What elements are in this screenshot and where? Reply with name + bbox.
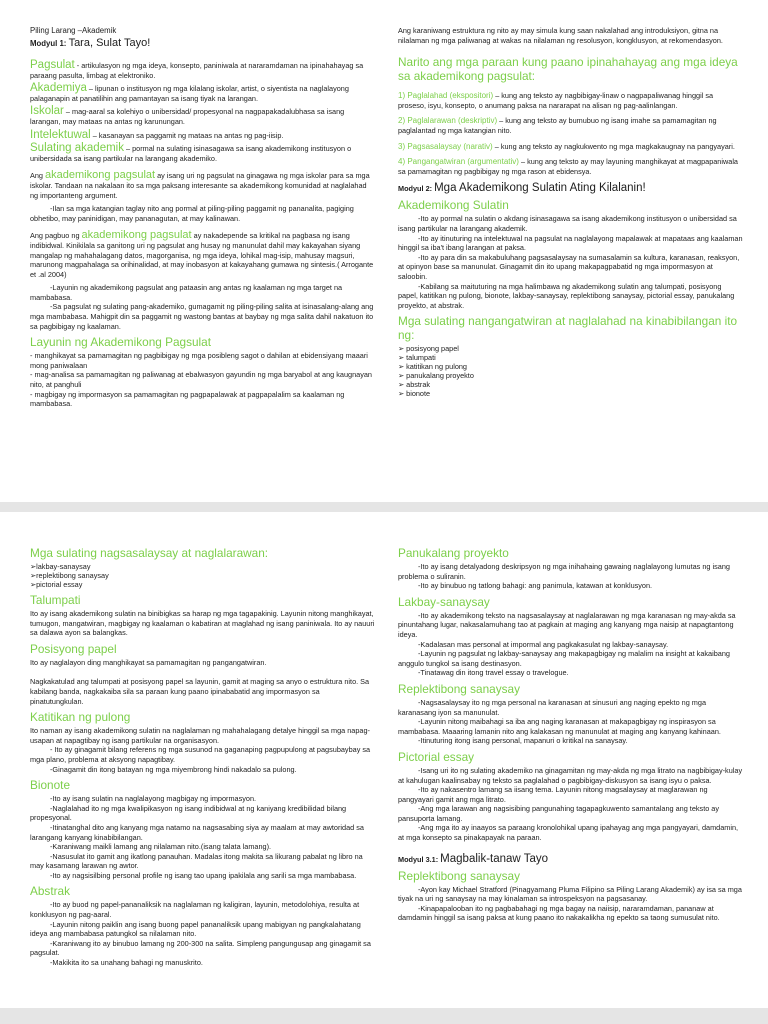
- text: – kung ang teksto ay nagbibigay-linaw o nagpapaliwanag hinggil sa proseso, isyu, konsepto, o anumang paksa na nararapat na alisan ng pag-aalinlangan.: [398, 91, 714, 110]
- list-item: ➢ abstrak: [398, 380, 431, 390]
- term-sulating-akademik: Sulating akademik: [30, 142, 124, 155]
- module1-code: Modyul 1:: [30, 39, 67, 48]
- heading-replektibong-sanaysay-2: Replektibong sanaysay: [398, 868, 520, 883]
- heading-posisyong-papel: Posisyong papel: [30, 641, 117, 656]
- paragraph-layunin-note: -Layunin ng akademikong pagsulat ang pataasin ang antas ng kaalaman ng mga target na mambabasa.: [30, 283, 343, 302]
- module2-code: Modyul 2:: [398, 184, 433, 194]
- definition-text: – lipunan o institusyon ng mga kilalang iskolar, artist, o siyentista na naglalayong palaganapin at panatilihin ang pamantayan sa isang tiyak na larangan.: [30, 84, 349, 103]
- paragraph-akademikong-pagsulat: [30, 171, 375, 200]
- definition-text: - artikulasyon ng mga ideya, konsepto, paniniwala at nararamdaman na ipinahahayag sa paraang pasulta, limbag at elektroniko.: [30, 61, 364, 80]
- akademikong-sulatin-para: -Ito ay pormal na sulatin o akdang isinasagawa sa isang akademikong institusyon o unibersidad sa isang partikular na larangang akademik.: [398, 214, 737, 233]
- bionote-para: -Karaniwang maikli lamang ang nilalaman nito.(isang talata lamang).: [50, 842, 272, 852]
- module31-title: [398, 853, 743, 865]
- heading-mga-sulating-nangangatwiran: Mga sulating nangangatwiran at naglalahad na kinabibilangan ito ng:: [398, 314, 738, 343]
- lakbay-para: -Layunin ng pagsulat ng lakbay-sanaysay ang makapagbigay ng malalim na insight at kakaibang anggulo tungkol sa isang destinasyon.: [398, 649, 730, 668]
- paraan-ekspositori: [398, 91, 743, 110]
- text: ay isang uri ng pagsulat na ginagawa ng mga iskolar para sa mga iskolar. Tandaan na nakalaan ito sa mga paksang interesante sa akademikong komunidad at naglalahad ng importanteng argument.: [30, 171, 370, 200]
- module1-title-text: Tara, Sulat Tayo!: [68, 37, 151, 49]
- module2-title: [398, 182, 743, 194]
- katitikan-text: -Ginagamit din itong batayan ng mga miyembrong hindi nakadalo sa pulong.: [50, 764, 297, 774]
- definition-text: – pormal na sulating isinasagawa sa isang akademikong institusyon o unibersidada sa isang partikular na larangang akademiko.: [30, 144, 352, 163]
- module1-title: [30, 38, 375, 49]
- term-iskolar: Iskolar: [30, 105, 64, 118]
- replektibo2-para: -Ayon kay Michael Stratford (Pinagyamang Pluma Filipino sa Piling Larang Akademik) ay isa sa mga tiyak na uri ng sanaysay na may kinalaman sa introspeksyon na pagsasanay.: [398, 884, 742, 904]
- heading-talumpati: Talumpati: [30, 593, 81, 607]
- definition-akademiya: [30, 84, 375, 103]
- module2-title-text: Mga Akademikong Sulatin Ating Kilalanin!: [434, 182, 646, 195]
- definition-text: – mag-aaral sa kolehiyo o unibersidad/ propesyonal na nagpapakadalubhasa sa isang larangan, may mataas na antas ng karunungan.: [30, 107, 345, 126]
- heading-replektibong-sanaysay: Replektibong sanaysay: [398, 681, 520, 696]
- lakbay-para: -Ito ay akademikong teksto na nagsasalaysay at naglalarawan ng mga karanasan ng may-akda sa pinuntahang lugar, nakasalamuhang tao at pagkain at maging ang kanyang mga naisip at napagtantong ideya.: [398, 610, 736, 639]
- abstrak-para: -Karaniwang ito ay binubuo lamang ng 200-300 na salita. Simpleng pangungusap ang ginagamit sa pagsulat.: [30, 938, 371, 958]
- term-paraan: 1) Paglalahad (ekspositori): [398, 91, 494, 101]
- page2-right-column: [398, 546, 743, 927]
- paragraph-pang-akademiko: -Sa pagsulat ng sulating pang-akademiko, gumagamit ng piling-piling salita at isinasalang-alang ang mga mambabasa. Mahigpit din sa paggamit ng wastong bantas at baybay ng mga salita dahil nakatuon ito sa pagbibigay ng kaalaman.: [30, 302, 374, 331]
- pictorial-para: -Ang mga ito ay inaayos sa paraang kronolohikal upang ipahayag ang mga pangyayari, damdamin, at mga konsepto sa pinakapayak na paraan.: [398, 823, 739, 843]
- posisyong-text: Ito ay naglalayon ding manghikayat sa pamamagitan ng pangangatwiran.: [30, 657, 267, 667]
- paraan-argumentativ: [398, 157, 743, 176]
- replektibo-para: -Nagsasalaysay ito ng mga personal na karanasan at sinusuri ang naging epekto ng mga karanasang iyon sa manunulat.: [398, 697, 707, 717]
- term-pagsulat: Pagsulat: [30, 59, 75, 71]
- heading-layunin: Layunin ng Akademikong Pagsulat: [30, 335, 212, 350]
- nagsasalaysay-list: [30, 562, 375, 589]
- text: Ang: [30, 171, 46, 181]
- list-item: ➢ posisyong papel: [398, 344, 459, 354]
- abstrak-para: -Makikita ito sa unahang bahagi ng manuskrito.: [50, 958, 203, 968]
- bionote-para: -Itinatanghal dito ang kanyang mga natamo na nagsasabing siya ay maalam at may awtoridad sa larangang kanyang kinabibilangan.: [30, 822, 364, 842]
- definition-text: – kasanayan sa paggamit ng mataas na antas ng pag-iisip.: [90, 130, 284, 140]
- paragraph-pagbuo: [30, 231, 375, 279]
- heading-nagsasalaysay: Mga sulating nagsasalaysay at naglalarawan:: [30, 546, 269, 560]
- heading-akademikong-sulatin: Akademikong Sulatin: [398, 198, 509, 213]
- document-page-2: [0, 512, 768, 1008]
- lakbay-para: -Kadalasan mas personal at impormal ang pagkakasulat ng lakbay-sanaysay.: [418, 639, 669, 649]
- list-item: ➢ panukalang proyekto: [398, 371, 474, 381]
- heading-pictorial-essay: Pictorial essay: [398, 749, 475, 764]
- pictorial-para: -Isang uri ito ng sulating akademiko na ginagamitan ng may-akda ng mga litrato na nagbibigay-kulay at kahulugan kaalinsabay ng teksto sa paglalahad o pagbibigay-diskusyon sa isang isyu o paksa.: [398, 765, 743, 785]
- heading-bionote: Bionote: [30, 778, 71, 793]
- bionote-para: -Ito ay isang sulatin na naglalayong magbigay ng impormasyon.: [50, 794, 257, 804]
- definition-sulating-akademik: [30, 144, 375, 163]
- term-intelektuwal: Intelektuwal: [30, 128, 91, 141]
- paraan-deskriptiv: [398, 116, 743, 135]
- text: – kung ang teksto ay may layuning manghikayat at magpapaniwala sa pamamagitan ng pagbibigay ng mga rason at ebidensya.: [398, 157, 738, 176]
- term-akademiya: Akademiya: [30, 82, 87, 95]
- course-header: Piling Larang –Akademik: [30, 26, 117, 35]
- replektibo2-para: -Kinapapalooban ito ng pagbabahagi ng mga bagay na naiisip, nararamdaman, pananaw at damdamin hinggil sa isang paksa at kung paano ito nakakalikha ng epekto sa taong sumusulat nito.: [398, 903, 720, 923]
- definition-intelektuwal: [30, 128, 375, 141]
- list-item: ➢replektibong sanaysay: [30, 571, 109, 580]
- panukalang-text: -Ito ay binubuo ng tatlong bahagi: ang panimula, katawan at konklusyon.: [418, 581, 653, 591]
- abstrak-para: -Ito ay buod ng papel-pananaliksik na naglalaman ng kaligiran, layunin, metodolohiya, resulta at konklusyon ng pag-aaral.: [30, 900, 360, 920]
- term-akademikong-pagsulat: akademikong pagsulat: [45, 169, 156, 182]
- pictorial-para: -Ito ay nakasentro lamang sa iisang tema. Layunin nitong magsalaysay at maglarawan ng pangyayari gamit ang mga litrato.: [398, 785, 708, 804]
- heading-lakbay-sanaysay: Lakbay-sanaysay: [398, 594, 490, 609]
- term-paraan: 2) Paglalarawan (deskriptiv): [398, 116, 498, 126]
- heading-katitikan: Katitikan ng pulong: [30, 710, 131, 725]
- document-page-1: [0, 0, 768, 502]
- replektibo-para: -Itinuturing itong isang personal, mapanuri o kritikal na sanaysay.: [418, 736, 628, 746]
- layunin-item: - manghikayat sa pamamagitan ng pagbibigay ng mga posibleng sagot o dahilan at ebidensiyang maaari mong paniwalaan: [30, 351, 368, 370]
- module31-title-text: Magbalik-tanaw Tayo: [440, 852, 548, 865]
- term-paraan: 4) Pangangatwiran (argumentativ): [398, 157, 519, 167]
- akademikong-sulatin-para: -Ito ay itinuturing na intelektuwal na pagsulat na naglalayong mapalawak at mapataas ang kaalaman hinggil sa iba't ibang larangan at paksa.: [398, 233, 743, 253]
- text: – kung ang teksto ay nagkukwento ng mga magkakaugnay na pangyayari.: [492, 141, 735, 151]
- pictorial-para: -Ang mga larawan ang nagsisibing pangunahing tagapagkuwento samantalang ang teksto ay pansuporta lamang.: [398, 804, 720, 823]
- list-item: ➢ bionote: [398, 389, 431, 399]
- heading-abstrak: Abstrak: [30, 884, 70, 899]
- term-paraan: 3) Pagsasalaysay (narativ): [398, 141, 493, 151]
- text: – kung ang teksto ay bumubuo ng isang imahe sa pamamagitan ng paglalantad ng mga katangian nito.: [398, 116, 717, 135]
- list-item: ➢ katitikan ng pulong: [398, 362, 467, 372]
- lakbay-para: -Tinatawag din itong travel essay o travelogue.: [418, 668, 569, 678]
- heading-narito: Narito ang mga paraan kung paano ipinahahayag ang mga ideya sa akademikong pagsulat:: [398, 55, 738, 84]
- heading-panukalang-proyekto: Panukalang proyekto: [398, 546, 509, 560]
- replektibo-para: -Layunin nitong maibahagi sa iba ang naging karanasan at makapagbigay ng inspirasyon sa mambabasa. Maaaring lamanin nito ang kalakasan ng manunulat at maging ang kanyang kahinaan.: [398, 717, 721, 736]
- page1-right-column: [398, 26, 743, 398]
- panukalang-text: -Ito ay isang detalyadong deskripsyon ng mga inihahaing gawaing naglalayong lumutas ng isang problema o suliranin.: [398, 562, 730, 581]
- paragraph-estruktura: Ang karaniwang estruktura ng nito ay may simula kung saan nakalahad ang introduksiyon, gitna na nilalaman ng mga paliwanag at wakas na nilalaman ng resolusyon, kongklusyon, at rekomendasyon.: [398, 26, 723, 45]
- term-akademikong-pagsulat-2: akademikong pagsulat: [81, 229, 192, 242]
- bionote-para: -Nasusulat ito gamit ang ikatlong panauhan. Madalas itong makita sa likurang pabalat ng libro na may kasamang larawan ng awtor.: [30, 851, 363, 871]
- list-item: ➢ talumpati: [398, 353, 436, 363]
- list-item: ➢lakbay-sanaysay: [30, 562, 91, 571]
- page2-left-column: [30, 546, 375, 972]
- paragraph-katangian: -Ilan sa mga katangian taglay nito ang pormal at piling-piling paggamit ng pananalita, pagiging obhetibo, may paninidigan, may pananagutan, at may kalinawan.: [30, 204, 354, 223]
- paraan-narativ: [398, 142, 743, 152]
- katitikan-text: Ito naman ay isang akademikong sulatin na naglalaman ng mahahalagang detalye hinggil sa mga napag-usapan at napagtibay ng isang partikular na organisasyon.: [30, 726, 370, 745]
- definition-iskolar: [30, 107, 375, 126]
- akademikong-sulatin-para: -Ito ay para din sa makabuluhang pagsasalaysay na sumasalamin sa kultura, karanasan, reaksyon, at opinyon base sa manunulat. Ginagamit din ito upang makapagpabatid ng mga impormasyon at saloobin.: [398, 252, 740, 281]
- layunin-item: - magbigay ng impormasyon sa pamamagitan ng pagpapalawak at pagpapalalim sa kaalaman ng mambabasa.: [30, 389, 345, 409]
- text: Ang pagbuo ng: [30, 231, 82, 241]
- talumpati-text: Ito ay isang akademikong sulatin na binibigkas sa harap ng mga tagapakinig. Layunin nitong manghikayat, tumugon, mangatwiran, magbigay ng kaalaman o kabatiran at maglahad ng isang paniniwala. Ito ay nauuri sa dalawa ayon sa balangkas.: [30, 609, 375, 638]
- definition-pagsulat: [30, 61, 375, 80]
- abstrak-para: -Layunin nitong paiklin ang isang buong papel pananaliksik upang mabigyan ng pangkalahatang ideya ang mambabasa patungkol sa nilalaman nito.: [30, 919, 361, 939]
- akademikong-sulatin-para: -Kabilang sa maituturing na mga halimbawa ng akademikong sulatin ang talumpati, posisyong papel, katitikan ng pulong, bionote, lakbay-sanaysay, replektibong sanaysay, pictorial essay, panukalang proyekto, at abstrak.: [398, 281, 735, 310]
- layunin-item: - mag-analisa sa pamamagitan ng paliwanag at ebalwasyon gayundin ng mga baryabol at ang kaugnayan nito, at panghuli: [30, 370, 372, 390]
- list-item: ➢pictorial essay: [30, 580, 83, 589]
- bionote-para: -Ito ay nagsisilbing personal profile ng isang tao upang ipakilala ang sarili sa mga mambabasa.: [50, 870, 357, 880]
- posisyong-text: Nagkakatulad ang talumpati at posisyong papel sa layunin, gamit at maging sa anyo o estruktura nito. Sa kabilang banda, nagkakaiba sila sa paraan kung paano ipinababatid ang impormasyon sa pinatutungkulan.: [30, 677, 370, 706]
- sulatin-list: [398, 344, 743, 398]
- text: ay nakadepende sa kritikal na pagbasa ng isang indibidwal. Kinikilala sa ganitong uri ng pagsulat ang husay ng manunulat dahil may kakayahan siyang mangalap ng mahahalagang datos, magorganisa, ng mga ideya, lohikal mag-isip, mahusay magsuri, marunong magpahalaga sa orihinalidad, at may inobasyon at kakayahang gumawa ng sintesis.( Arrogante et .al 2004): [30, 231, 374, 279]
- module31-code: Modyul 3.1:: [398, 854, 439, 864]
- page1-left-column: [30, 26, 375, 413]
- katitikan-text: - Ito ay ginagamit bilang referens ng mga susunod na gaganaping pagpupulong at pagsubaybay sa mga plano, problema at aksyong napagtibay.: [30, 745, 371, 764]
- bionote-para: -Naglalahad ito ng mga kwalipikasyon ng isang indibidwal at ng kaniyang kredibilidad bilang propesyonal.: [30, 803, 347, 823]
